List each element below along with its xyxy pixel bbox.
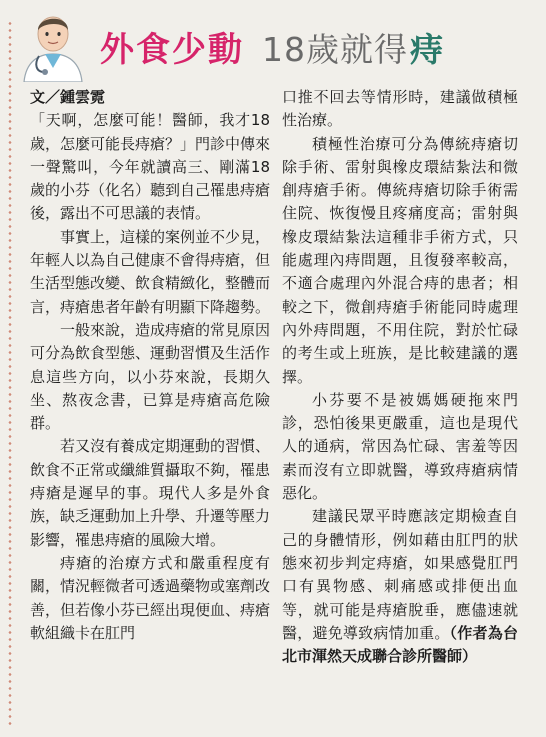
article-column-left [30,86,270,645]
title-emphasis: 痔 [410,30,443,69]
author-note: （作者為台北市渾然天成聯合診所醫師） [282,623,518,666]
byline: 文／鍾雲霓 [30,88,106,106]
paragraph-5-continued: 口推不回去等情形時，建議做積極性治療。 [282,88,518,130]
paragraph-8-text: 建議民眾平時應該定期檢查自己的身體情形，例如藉由肛門的狀態來初步判定痔瘡，如果感覺肛門口有異物感、刺痛感或排便出血等，就可能是痔瘡脫垂，應儘速就醫，避免導致病情加重。 [282,507,518,642]
article-column-right [282,86,518,668]
article-header [0,0,546,86]
title-sub: 18歲就得 [262,30,408,69]
dotted-border-decoration [8,20,12,729]
paragraph-6: 積極性治療可分為傳統痔瘡切除手術、雷射與橡皮環結紮法和微創痔瘡手術。傳統痔瘡切除手術需住院、恢復慢且疼痛度高；雷射與橡皮環結紮法這種非手術方式，只能處理內痔問題，且復發率較高，不適合處理內外混合痔的患者；相較之下，微創痔瘡手術能同時處理內外痔問題，不用住院，對於忙碌的考生或上班族，是比較建議的選擇。 [282,134,518,386]
paragraph-8 [282,505,518,668]
paragraph-2: 事實上，這樣的案例並不少見，年輕人以為自己健康不會得痔瘡，但生活型態改變、飲食精緻化，整體而言，痔瘡患者年齡有明顯下降趨勢。 [30,227,271,316]
paragraph-5: 痔瘡的治療方式和嚴重程度有關，情況輕微者可透過藥物或塞劑改善，但若像小芬已經出現便血、痔瘡軟組織卡在肛門 [30,553,271,642]
paragraph-3: 一般來說，造成痔瘡的常見原因可分為飲食型態、運動習慣及生活作息這些方向，以小芬來說，長期久坐、熬夜念書，已算是痔瘡高危險群。 [30,320,271,433]
article-title [100,22,443,70]
paragraph-7: 小芬要不是被媽媽硬拖來門診，恐怕後果更嚴重，這也是現代人的通病，常因為忙碌、害羞等因素而沒有立即就醫，導致痔瘡病情惡化。 [282,390,518,503]
title-main: 外食少動 [100,30,244,70]
doctor-avatar-icon [14,6,92,82]
paragraph-1: 「天啊，怎麼可能！醫師，我才18歲，怎麼可能長痔瘡？」門診中傳來一聲驚叫，今年就讀高三、剛滿18歲的小芬（化名）聽到自己罹患痔瘡後，露出不可思議的表情。 [30,111,271,223]
paragraph-4: 若又沒有養成定期運動的習慣、飲食不正常或纖維質攝取不夠，罹患痔瘡是遲早的事。現代人多是外食族，缺乏運動加上升學、升遷等壓力影響，罹患痔瘡的風險大增。 [30,437,271,549]
